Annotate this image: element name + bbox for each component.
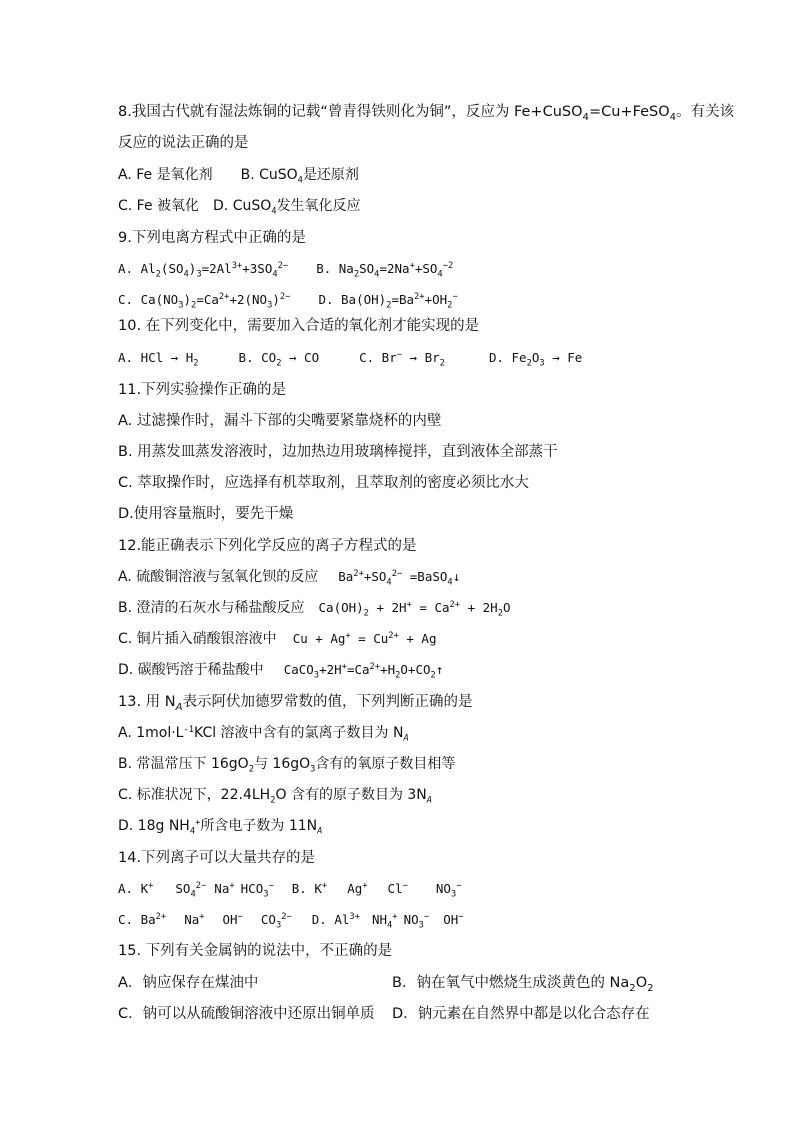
q13-stem: 13. 用 $N_A$表示阿伏加德罗常数的值，下列判断正确的是 — [118, 694, 473, 713]
q8-stem-line2: 反应的说法正确的是 — [118, 135, 249, 151]
q12-stem: 12.能正确表示下列化学反应的离子方程式的是 — [118, 538, 417, 554]
q11-option-d: D.使用容量瓶时，要先干燥 — [118, 506, 294, 522]
q8-options-ab: A. Fe 是氧化剂 B. CuSO$_4$是还原剂 — [118, 167, 359, 186]
q14-stem: 14.下列离子可以大量共存的是 — [118, 850, 316, 866]
q13-option-d: D. 18g $NH_4^+$所含电子数为 $11N_A$ — [118, 817, 323, 837]
q8-options-cd: C. Fe 被氧化 D. CuSO$_4$发生氧化反应 — [118, 198, 361, 217]
q13-option-a: A. $1mol\cdot L^{-1}KCl$ 溶液中含有的氯离子数目为 $N_A$ — [118, 724, 409, 744]
q8-stem-line1: 8.我国古代就有湿法炼铜的记载“曾青得铁则化为铜”，反应为 Fe+CuSO$_4$=Cu+FeSO$_4$。有关该 — [118, 104, 735, 123]
q15-option-d: D．钠元素在自然界中都是以化合态存在 — [392, 1006, 650, 1022]
q9-options-cd: C. $Ca(NO_3)_2=Ca^{2+}+2(NO_3)^{2-}$ D. $Ba(OH)_2=Ba^{2+}+OH_2^-$ — [118, 291, 458, 311]
q10-stem: 10. 在下列变化中，需要加入合适的氧化剂才能实现的是 — [118, 318, 480, 334]
q12-option-c: C. 铜片插入硝酸银溶液中 $Cu + Ag^+ = Cu^{2+} + Ag$ — [118, 630, 437, 647]
q14-options-cd: C. $Ba^{2+}$ Na+ OH− $CO_3^{2-}$ D. $Al^{3+}$ $NH_4^+$ $NO_3^-$ OH− — [118, 911, 464, 931]
q11-option-b: B. 用蒸发皿蒸发溶液时，边加热边用玻璃棒搅拌，直到液体全部蒸干 — [118, 444, 558, 460]
q11-stem: 11.下列实验操作正确的是 — [118, 382, 287, 398]
q15-option-b: B．钠在氧气中燃烧生成淡黄色的 $Na_2O_2$ — [392, 975, 654, 994]
q12-option-b: B. 澄清的石灰水与稀盐酸反应 $Ca(OH)_2 + 2H^+ = Ca^{2+} + 2H_2O$ — [118, 599, 511, 619]
q12-option-d: D. 碳酸钙溶于稀盐酸中 $CaCO_3+2H^+=Ca^{2+}+H_2O+CO_2↑$ — [118, 661, 444, 681]
q13-option-c: C. 标准状况下，$22.4LH_2O$ 含有的原子数目为 $3N_A$ — [118, 787, 433, 806]
q9-options-ab: A. $Al_2(SO_4)_3=2Al^{3+}+3SO_4^{2-}$ B. $Na_2SO_4=2Na^++SO_4^{-2}$ — [118, 260, 454, 280]
q10-options: A. HCl → $H_2$ B. $CO_2$ → CO C. $Br^- \to Br_2$ D. $Fe_2O_3 \to Fe$ — [118, 349, 583, 369]
q12-option-a: A. 硫酸铜溶液与氢氧化钡的反应 $Ba^{2+}+SO_4^{2-}$ =BaSO$_4$↓ — [118, 568, 461, 588]
q15-stem: 15. 下列有关金属钠的说法中，不正确的是 — [118, 943, 393, 959]
q11-option-a: A. 过滤操作时，漏斗下部的尖嘴要紧靠烧杯的内壁 — [118, 413, 442, 429]
q15-options-ab: A．钠应保存在煤油中 B．钠在氧气中燃烧生成淡黄色的 $Na_2O_2$ — [118, 975, 654, 994]
q9-stem: 9.下列电离方程式中正确的是 — [118, 230, 306, 246]
q11-option-c: C. 萃取操作时，应选择有机萃取剂，且萃取剂的密度必须比水大 — [118, 475, 529, 491]
q15-options-cd: C．钠可以从硫酸铜溶液中还原出铜单质 D．钠元素在自然界中都是以化合态存在 — [118, 1006, 650, 1022]
q14-options-ab: A. K+ $SO_4^{2-}$ Na+ $HCO_3^-$ B. K+ Ag+ Cl− $NO_3^-$ — [118, 880, 462, 900]
q13-option-b: B. 常温常压下 $16gO_2$与 $16gO_3$含有的氧原子数目相等 — [118, 756, 456, 775]
